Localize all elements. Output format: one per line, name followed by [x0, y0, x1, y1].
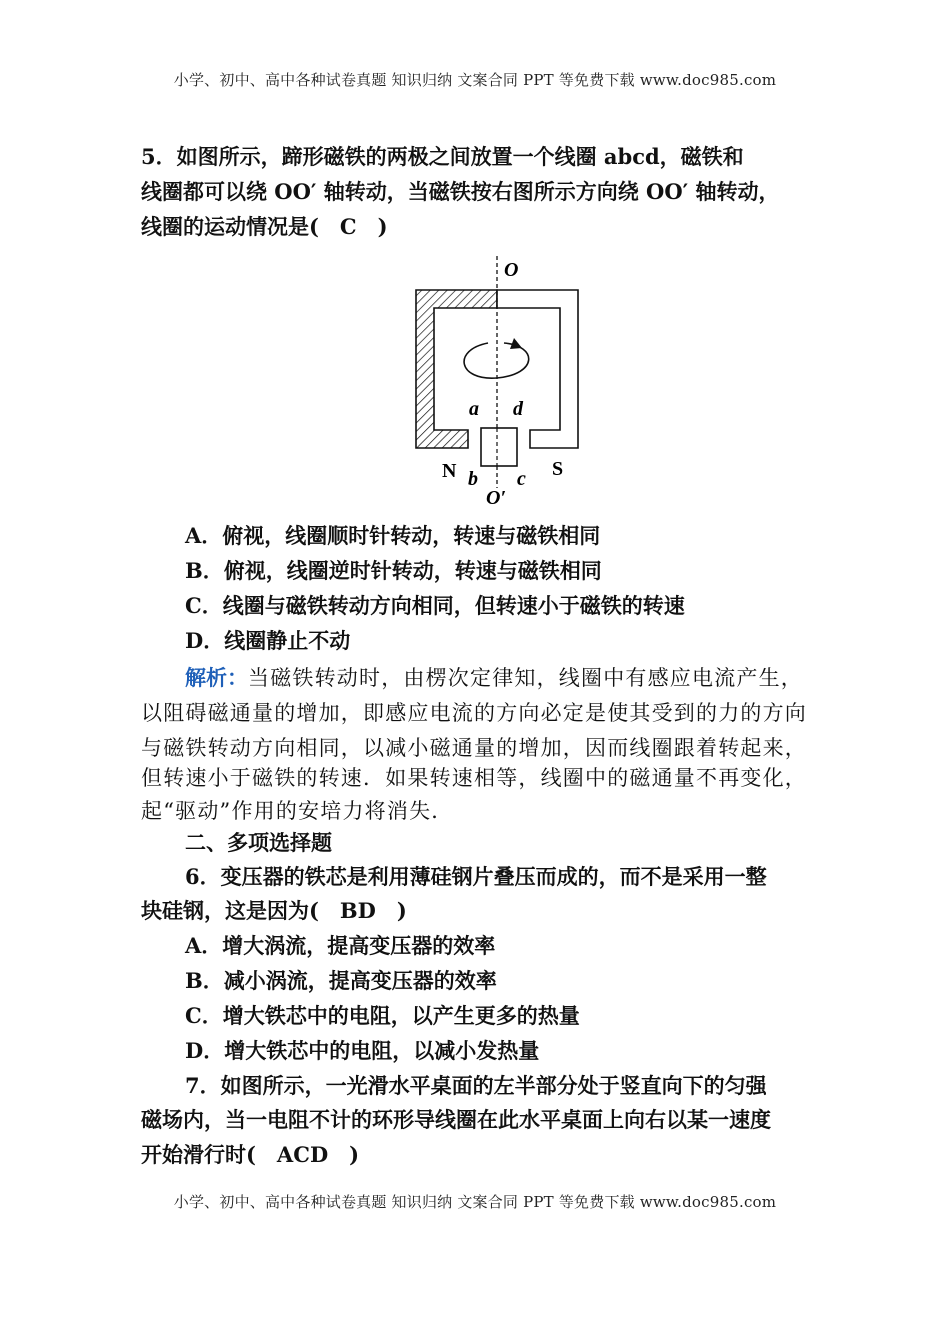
footer-banner: 小学、初中、高中各种试卷真题 知识归纳 文案合同 PPT 等免费下载 www.doc985.com	[173, 1193, 777, 1211]
coil-abcd	[481, 428, 517, 466]
q5-option-d: D．线圈静止不动	[185, 628, 351, 653]
magnet-s-pole	[497, 290, 578, 448]
q5-option-a: A．俯视，线圈顺时针转动，转速与磁铁相同	[185, 523, 601, 548]
q6-option-a: A．增大涡流，提高变压器的效率	[185, 933, 496, 958]
explanation-label: 解析：	[185, 665, 248, 690]
q6-line-1: 6．变压器的铁芯是利用薄硅钢片叠压而成的，而不是采用一整	[185, 864, 767, 889]
q5-explanation-line-5: 起“驱动”作用的安培力将消失．	[141, 799, 454, 823]
q5-explanation-line-1: 解析：当磁铁转动时，由楞次定律知，线圈中有感应电流产生，	[185, 665, 803, 690]
label-a: a	[469, 398, 479, 420]
label-s: S	[552, 458, 564, 480]
q5-line-3: 线圈的运动情况是( C )	[141, 214, 388, 239]
q5-option-c: C．线圈与磁铁转动方向相同，但转速小于磁铁的转速	[185, 593, 685, 618]
magnet-coil-figure	[400, 252, 590, 507]
label-n: N	[442, 460, 457, 482]
q7-line-3: 开始滑行时( ACD )	[141, 1142, 360, 1167]
label-c: c	[517, 468, 526, 490]
header-banner: 小学、初中、高中各种试卷真题 知识归纳 文案合同 PPT 等免费下载 www.doc985.com	[173, 71, 777, 89]
label-b: b	[468, 468, 478, 490]
label-o-prime: O′	[486, 487, 507, 507]
label-d: d	[513, 398, 523, 420]
q6-option-c: C．增大铁芯中的电阻，以产生更多的热量	[185, 1003, 580, 1028]
q6-line-2: 块硅钢，这是因为( BD )	[141, 898, 407, 923]
q6-option-b: B．减小涡流，提高变压器的效率	[185, 968, 497, 993]
q7-line-1: 7．如图所示，一光滑水平桌面的左半部分处于竖直向下的匀强	[185, 1073, 767, 1098]
section-title: 二、多项选择题	[185, 830, 332, 855]
q5-option-b: B．俯视，线圈逆时针转动，转速与磁铁相同	[185, 558, 602, 583]
q5-explanation-line-2: 以阻碍磁通量的增加，即感应电流的方向必定是使其受到的力的方向	[141, 701, 807, 725]
q5-line-1: 5．如图所示，蹄形磁铁的两极之间放置一个线圈 abcd，磁铁和	[141, 144, 744, 169]
label-o: O	[504, 259, 519, 281]
q5-explanation-line-4: 但转速小于磁铁的转速．如果转速相等，线圈中的磁通量不再变化，	[141, 766, 807, 790]
magnet-n-pole	[416, 290, 497, 448]
q6-option-d: D．增大铁芯中的电阻，以减小发热量	[185, 1038, 540, 1063]
q5-explanation-line-3: 与磁铁转动方向相同，以减小磁通量的增加，因而线圈跟着转起来，	[141, 736, 807, 760]
q7-line-2: 磁场内，当一电阻不计的环形导线圈在此水平桌面上向右以某一速度	[141, 1107, 771, 1132]
q5-line-2: 线圈都可以绕 OO′ 轴转动，当磁铁按右图所示方向绕 OO′ 轴转动，	[141, 179, 780, 204]
